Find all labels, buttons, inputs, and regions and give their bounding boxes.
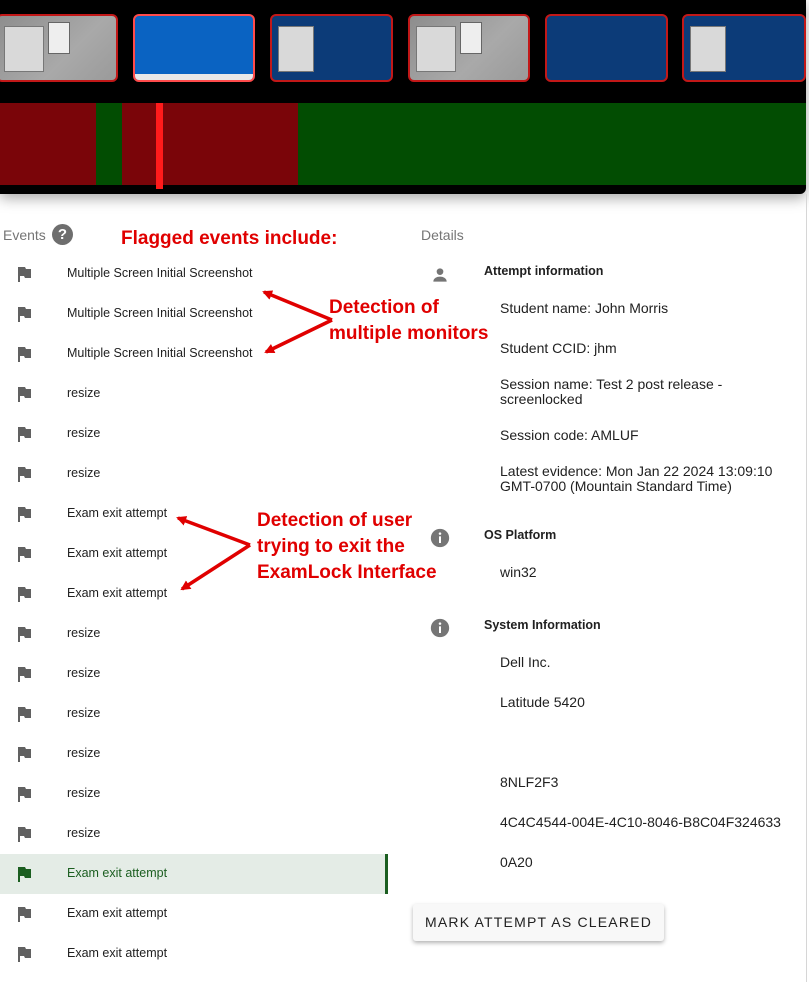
event-label: Multiple Screen Initial Screenshot — [67, 306, 253, 320]
event-label: resize — [67, 466, 101, 480]
event-label: Multiple Screen Initial Screenshot — [67, 266, 253, 280]
event-label: resize — [67, 626, 101, 640]
student-name: Student name: John Morris — [500, 300, 669, 316]
event-label: Exam exit attempt — [67, 586, 168, 600]
os-platform-value: win32 — [500, 564, 537, 580]
event-label: Exam exit attempt — [67, 506, 168, 520]
event-label: Exam exit attempt — [67, 946, 168, 960]
system-info-value: 8NLF2F3 — [500, 774, 559, 790]
session-code: Session code: AMLUF — [500, 427, 639, 443]
event-label: Exam exit attempt — [67, 866, 168, 880]
event-label: Exam exit attempt — [67, 906, 168, 920]
info-icon — [430, 528, 450, 548]
event-label: resize — [67, 786, 101, 800]
annotation-flagged-heading: Flagged events include: — [121, 228, 338, 249]
system-info-value: 4C4C4544-004E-4C10-8046-B8C04F324633 — [500, 814, 781, 830]
student-ccid: Student CCID: jhm — [500, 340, 617, 356]
event-label: resize — [67, 706, 101, 720]
latest-evidence: Latest evidence: Mon Jan 22 2024 13:09:10 GMT-0700 (Mountain Standard Time) — [500, 463, 773, 494]
system-info-value: Latitude 5420 — [500, 694, 585, 710]
mark-attempt-cleared-button[interactable]: MARK ATTEMPT AS CLEARED — [413, 904, 664, 941]
person-icon — [430, 265, 450, 285]
events-section-label: Events — [3, 227, 46, 243]
event-label: Exam exit attempt — [67, 546, 168, 560]
system-info-value: Dell Inc. — [500, 654, 551, 670]
right-divider — [806, 194, 807, 982]
event-label: resize — [67, 746, 101, 760]
annotation-exit: Detection of user trying to exit the ExamLock Interface — [257, 510, 437, 583]
attempt-info-heading: Attempt information — [484, 264, 604, 278]
event-label: Multiple Screen Initial Screenshot — [67, 346, 253, 360]
system-info-heading: System Information — [484, 618, 601, 632]
session-name: Session name: Test 2 post release - screenlocked — [500, 376, 723, 407]
details-section-label: Details — [421, 227, 464, 243]
event-label: resize — [67, 386, 101, 400]
event-label: resize — [67, 666, 101, 680]
os-platform-heading: OS Platform — [484, 528, 557, 542]
event-label: resize — [67, 826, 101, 840]
event-label: resize — [67, 426, 101, 440]
annotation-monitors: Detection of multiple monitors — [329, 297, 489, 344]
system-info-value: 0A20 — [500, 854, 533, 870]
info-icon — [430, 618, 450, 638]
help-icon[interactable]: ? — [52, 224, 73, 245]
